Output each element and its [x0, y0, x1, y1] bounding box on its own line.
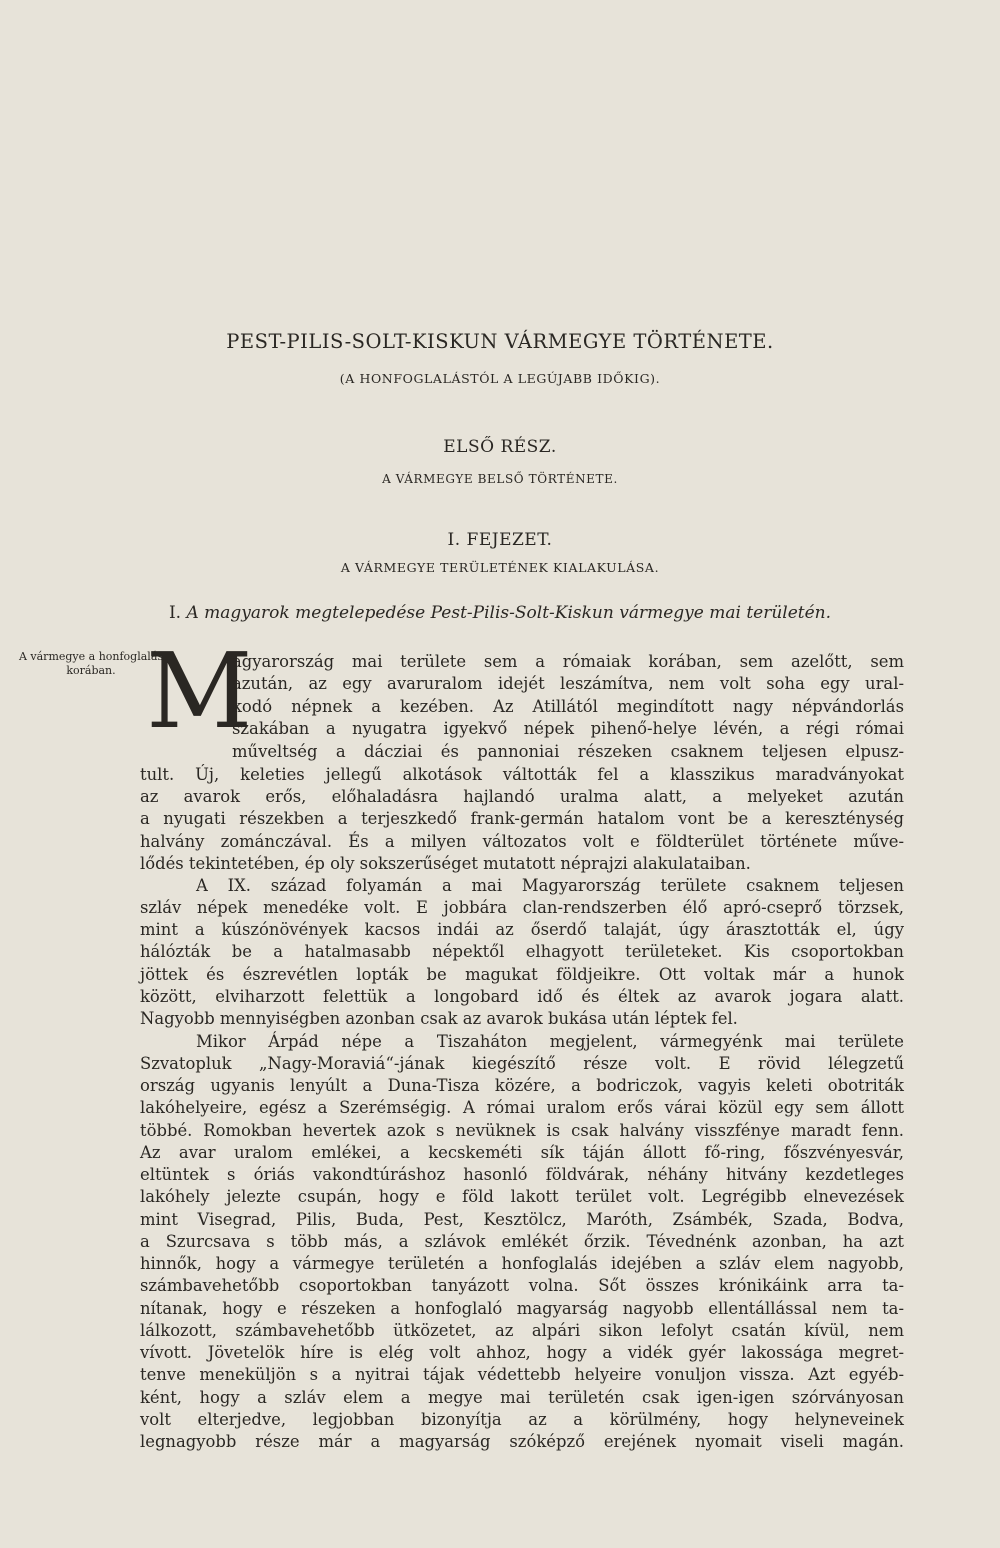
body-line: lődés tekintetében, ép oly sokszerűséget mutatott néprajzi alakulataiban.: [140, 854, 751, 873]
part-heading: ELSŐ RÉSZ.: [443, 437, 557, 457]
part-subheading: A VÁRMEGYE BELSŐ TÖRTÉNETE.: [382, 472, 618, 486]
page-subtitle: (A HONFOGLALÁSTÓL A LEGÚJABB IDŐKIG).: [339, 371, 661, 386]
drop-cap: M: [146, 630, 253, 752]
body-line: Nagyobb mennyiségben azonban csak az avarok bukása után léptek fel.: [140, 1009, 738, 1028]
body-line: azután, az egy avaruralom idejét leszámítva, nem volt soha egy ural-: [232, 674, 904, 693]
chapter-subheading: A VÁRMEGYE TERÜLETÉNEK KIALAKULÁSA.: [340, 560, 660, 575]
body-line: között, elviharzott felettük a longobard idő és éltek az avarok jogara alatt.: [140, 987, 904, 1006]
body-line: szláv népek menedéke volt. E jobbára clan-rendszerben élő apró-cseprő törzsek,: [140, 898, 904, 917]
body-line: szakában a nyugatra igyekvő népek pihenő-helye lévén, a régi római: [232, 719, 904, 738]
body-line: mint Visegrad, Pilis, Buda, Pest, Kesztölcz, Maróth, Zsámbék, Szada, Bodva,: [140, 1210, 904, 1229]
body-line: tult. Új, keleties jellegű alkotások váltották fel a klasszikus maradványokat: [140, 765, 904, 784]
body-line: hálózták be a hatalmasabb népektől elhagyott területeket. Kis csoportokban: [140, 942, 904, 961]
body-line: Szvatopluk „Nagy-Moraviá“-jának kiegészítő része volt. E rövid lélegzetű: [140, 1054, 904, 1073]
body-line: agyarország mai területe sem a rómaiak korában, sem azelőtt, sem: [232, 652, 904, 671]
body-line: eltüntek s óriás vakondtúráshoz hasonló földvárak, néhány hitvány kezdetleges: [140, 1165, 904, 1184]
body-line: műveltség a dácziai és pannoniai részeken csaknem teljesen elpusz-: [232, 742, 904, 761]
body-line: legnagyobb része már a magyarság szóképző erejének nyomait viseli magán.: [140, 1432, 904, 1451]
body-line: tenve meneküljön s a nyitrai tájak védettebb helyeire vonuljon vissza. Azt egyéb-: [140, 1365, 904, 1384]
section-number: I.: [168, 603, 182, 623]
body-line: kodó népnek a kezében. Az Atillától megindított nagy népvándorlás: [232, 697, 904, 716]
body-line: lakóhelyeire, egész a Szerémségig. A római uralom erős várai közül egy sem állott: [140, 1098, 904, 1117]
body-line: Az avar uralom emlékei, a kecskeméti sík táján állott fő-ring, főszvényesvár,: [140, 1143, 904, 1162]
body-line: hinnők, hogy a vármegye területén a honfoglalás idejében a szláv elem nagyobb,: [140, 1254, 904, 1273]
body-line: volt elterjedve, legjobban bizonyítja az a körülmény, hogy helyneveinek: [140, 1410, 904, 1429]
margin-note: A vármegye a honfoglalás korában.: [18, 650, 164, 677]
body-line: vívott. Jövetelök híre is elég volt ahhoz, hogy a vidék gyér lakossága megret-: [140, 1343, 904, 1362]
body-line: lálkozott, számbavehetőbb ütközetet, az alpári sikon lefolyt csatán kívül, nem: [140, 1321, 904, 1340]
body-line: mint a kúszónövények kacsos indái az őserdő talaját, úgy árasztották el, úgy: [140, 920, 904, 939]
body-line: Mikor Árpád népe a Tiszaháton megjelent, vármegyénk mai területe: [196, 1032, 904, 1051]
chapter-heading: I. FEJEZET.: [447, 530, 553, 550]
body-line: lakóhely jelezte csupán, hogy e föld lakott terület volt. Legrégibb elnevezések: [140, 1187, 904, 1206]
body-line: többé. Romokban hevertek azok s nevüknek is csak halvány visszfénye maradt fenn.: [140, 1121, 904, 1140]
body-line: a Szurcsava s több más, a szlávok emlékét őrzik. Tévednénk azonban, ha azt: [140, 1232, 904, 1251]
page-title: PEST-PILIS-SOLT-KISKUN VÁRMEGYE TÖRTÉNETE.: [226, 330, 774, 353]
body-line: A IX. század folyamán a mai Magyarország területe csaknem teljesen: [196, 876, 904, 895]
section-heading: [0, 603, 1000, 623]
body-line: nítanak, hogy e részeken a honfoglaló magyarság nagyobb ellentállással nem ta-: [140, 1299, 904, 1318]
body-line: a nyugati részekben a terjeszkedő frank-germán hatalom vont be a kereszténység: [140, 809, 904, 828]
body-line: jöttek és észrevétlen lopták be magukat földjeikre. Ott voltak már a hunok: [140, 965, 904, 984]
body-line: halvány zománczával. És a milyen változatos volt e földterület története műve-: [140, 832, 904, 851]
body-line: az avarok erős, előhaladásra hajlandó uralma alatt, a melyeket azután: [140, 787, 904, 806]
body-line: ként, hogy a szláv elem a megye mai területén csak igen-igen szórványosan: [140, 1388, 904, 1407]
section-title: A magyarok megtelepedése Pest-Pilis-Solt-Kiskun vármegye mai területén.: [186, 603, 832, 623]
body-line: ország ugyanis lenyúlt a Duna-Tisza közére, a bodriczok, vagyis keleti obotriták: [140, 1076, 904, 1095]
body-line: számbavehetőbb csoportokban tanyázott volna. Sőt összes krónikáink arra ta-: [140, 1276, 904, 1295]
